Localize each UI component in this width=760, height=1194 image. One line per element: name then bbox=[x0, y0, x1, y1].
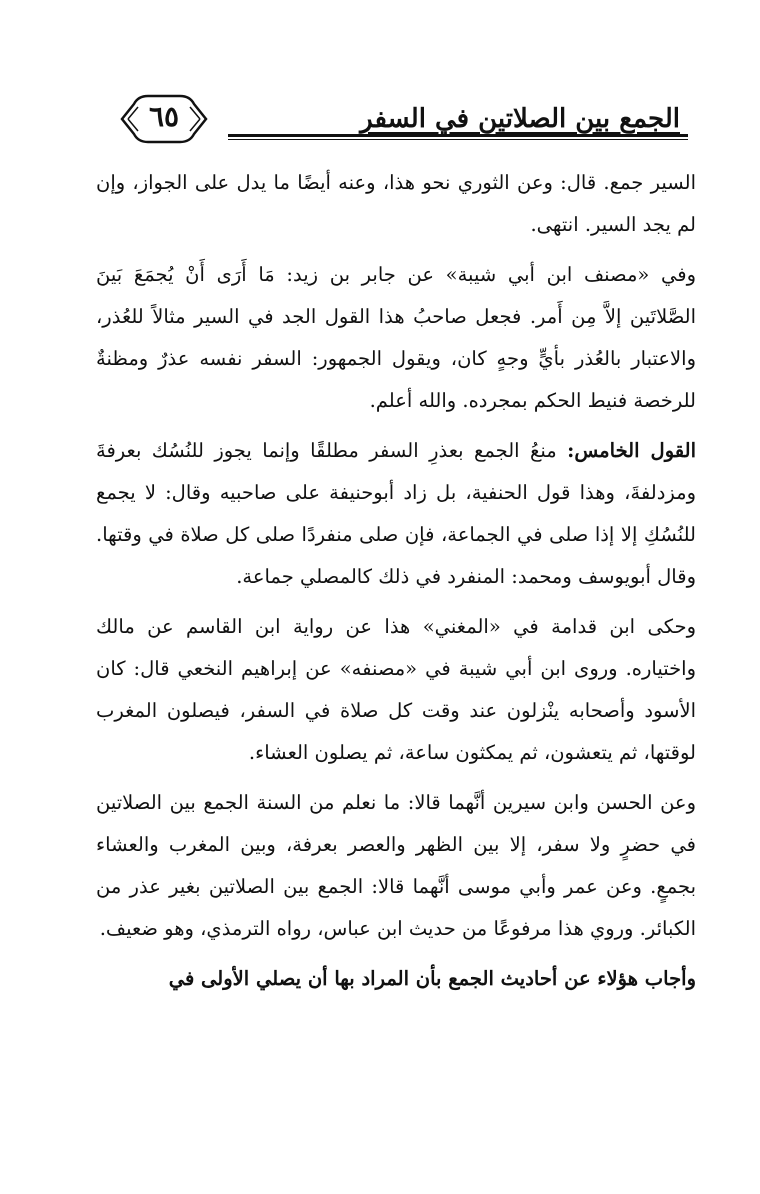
header-divider bbox=[228, 134, 688, 140]
paragraph-3 bbox=[96, 430, 696, 598]
running-header bbox=[118, 88, 688, 150]
paragraph-4: وحكى ابن قدامة في «المغني» هذا عن رواية ابن القاسم عن مالك واختياره. وروى ابن أبي شيبة في «مصنفه» عن إبراهيم النخعي قال: كان الأسود وأصحابه ينْزلون عند وقت كل صلاة في السفر، فيصلون المغرب لوقتها، ثم يتعشون، ثم يمكثون ساعة، ثم يصلون العشاء. bbox=[96, 615, 696, 764]
page-number: ٦٥ bbox=[148, 100, 180, 133]
paragraph-5: وعن الحسن وابن سيرين أنَّهما قالا: ما نعلم من السنة الجمع بين الصلاتين في حضرٍ ولا سفر، إلا بين الظهر والعصر بعرفة، وبين المغرب والعشاء بجمعٍ. وعن عمر وأبي موسى أنَّهما قالا: الجمع بين الصلاتين بغير عذر من الكبائر. وروي هذا مرفوعًا من حديث ابن عباس، رواه الترمذي، وهو ضعيف. bbox=[96, 791, 696, 940]
paragraph-6: وأجاب هؤلاء عن أحاديث الجمع بأن المراد بها أن يصلي الأولى في bbox=[168, 967, 696, 990]
page-title: الجمع بين الصلاتين في السفر bbox=[360, 104, 680, 134]
page-number-badge bbox=[118, 88, 210, 150]
paragraph-3-lead: القول الخامس: bbox=[567, 439, 696, 462]
paragraph-1: السير جمع. قال: وعن الثوري نحو هذا، وعنه أيضًا ما يدل على الجواز، وإن لم يجد السير. انتهى. bbox=[96, 171, 696, 236]
paragraph-3-text: منعُ الجمع بعذرِ السفر مطلقًا وإنما يجوز للنُسُك بعرفةَ ومزدلفةَ، وهذا قول الحنفية، بل زاد أبوحنيفة على صاحبيه وقال: لا يجمع للنُسُكِ إلا إذا صلى في الجماعة، فإن صلى منفردًا صلى كل صلاة في وقتها. وقال أبويوسف ومحمد: المنفرد في ذلك كالمصلي جماعة. bbox=[96, 439, 696, 588]
body-text bbox=[96, 162, 696, 1008]
paragraph-2: وفي «مصنف ابن أبي شيبة» عن جابر بن زيد: مَا أَرَى أَنْ يُجمَعَ بَينَ الصَّلاتَين إلاَّ مِن أَمر. فجعل صاحبُ هذا القول الجد في السير مثالاً للعُذر، والاعتبار بالعُذر بأيٍّ وجهٍ كان، ويقول الجمهور: السفر نفسه عذرٌ ومظنةٌ للرخصة فنيط الحكم بمجرده. والله أعلم. bbox=[96, 263, 696, 412]
